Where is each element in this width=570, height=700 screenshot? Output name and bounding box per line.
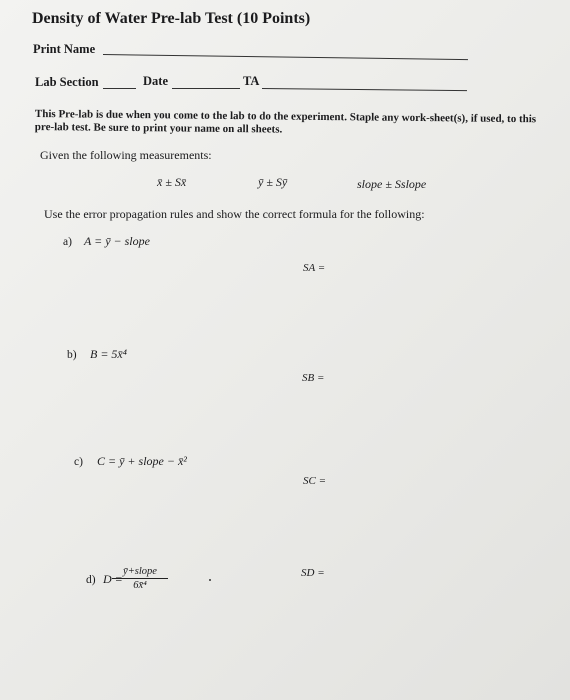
measurement-slope: slope ± Sslope <box>357 177 427 191</box>
question-c-formula: C = ȳ + slope − x̄² <box>97 454 187 468</box>
propagation-label: Use the error propagation rules and show the correct formula for the following: <box>44 207 425 221</box>
question-a-formula: A = ȳ − slope <box>84 234 150 248</box>
question-b-answer[interactable]: SB = <box>302 372 325 384</box>
print-name-label: Print Name <box>33 42 96 56</box>
print-name-field[interactable] <box>103 54 468 60</box>
question-c-label: c) <box>74 456 83 468</box>
question-d-numerator: ȳ+slope <box>112 566 168 579</box>
ta-field[interactable] <box>262 88 467 91</box>
question-d-denominator: 6x̄⁴ <box>133 580 147 591</box>
page-title: Density of Water Pre-lab Test (10 Points) <box>32 10 311 27</box>
question-d-lhs: D = <box>103 572 123 586</box>
question-b-formula: B = 5x̄⁴ <box>90 347 127 361</box>
question-a-label: a) <box>63 236 72 248</box>
lab-section-label: Lab Section <box>35 75 99 89</box>
question-d-answer[interactable]: SD = <box>301 567 325 579</box>
measurement-x: x̄ ± Sx̄ <box>157 175 187 189</box>
question-c-answer[interactable]: SC = <box>303 475 327 487</box>
question-b-label: b) <box>67 349 77 361</box>
instructions-text: This Pre-lab is due when you come to the lab to do the experiment. Staple any work-sheet(s), if used, to this pre-lab test. Be sure to print your name on all sheets. <box>34 108 537 136</box>
given-label: Given the following measurements: <box>40 148 212 162</box>
ta-label: TA <box>243 74 260 88</box>
date-field[interactable] <box>172 88 240 89</box>
measurement-y: ȳ ± Sȳ <box>258 175 288 189</box>
stray-dot <box>209 579 211 581</box>
date-label: Date <box>143 74 168 88</box>
question-a-answer[interactable]: SA = <box>303 262 326 274</box>
question-d-label: d) <box>86 574 96 586</box>
lab-section-field[interactable] <box>103 88 136 89</box>
question-d-fraction <box>112 566 168 591</box>
